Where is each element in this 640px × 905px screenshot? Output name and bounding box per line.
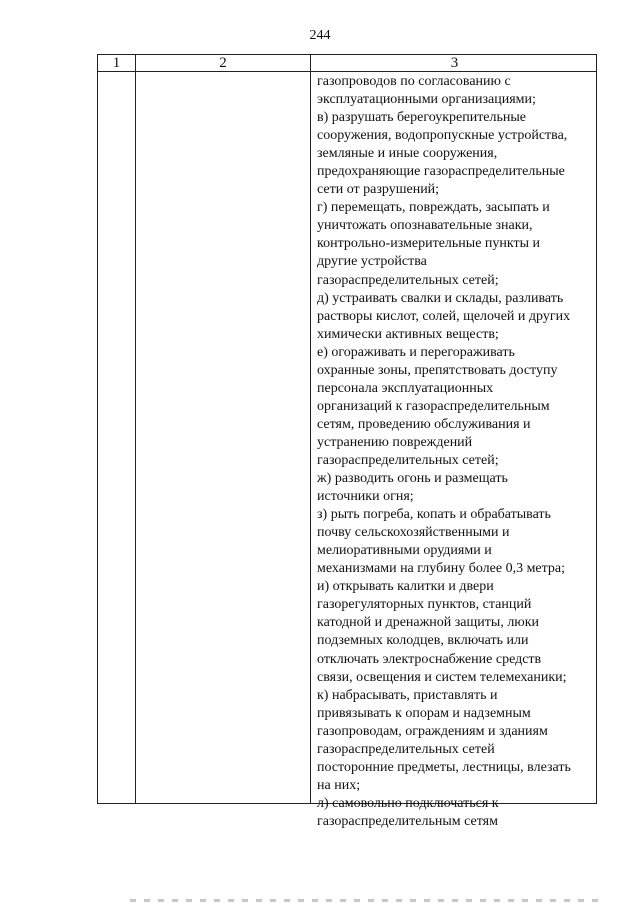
text-line: охранные зоны, препятствовать доступу xyxy=(317,362,558,378)
text-line: устранению повреждений xyxy=(317,434,473,450)
text-line: д) устраивать свалки и склады, разливать xyxy=(317,290,564,306)
text-line: газораспределительных сетей; xyxy=(317,452,499,468)
footer-scan-artifact xyxy=(130,899,600,902)
text-line: газораспределительных сетей; xyxy=(317,272,499,288)
text-line: связи, освещения и систем телемеханики; xyxy=(317,669,567,685)
text-line: газорегуляторных пунктов, станций xyxy=(317,597,532,613)
text-line: почву сельскохозяйственными и xyxy=(317,525,510,541)
text-line: эксплуатационными организациями; xyxy=(317,92,536,108)
text-line: газораспределительным сетям xyxy=(317,813,498,829)
text-line: растворы кислот, солей, щелочей и других xyxy=(317,308,571,324)
page-number: 244 xyxy=(309,28,331,43)
text-line: привязывать к опорам и надземным xyxy=(317,705,531,721)
text-line: на них; xyxy=(317,777,361,793)
text-line: сооружения, водопропускные устройства, xyxy=(317,128,568,144)
text-line: сетям, проведению обслуживания и xyxy=(317,416,531,432)
column-3-content xyxy=(317,73,591,831)
text-line: подземных колодцев, включать или xyxy=(317,633,529,649)
text-line: организаций к газораспределительным xyxy=(317,398,550,414)
text-line: газопроводов по согласованию с xyxy=(317,74,511,89)
column-header-1: 1 xyxy=(112,55,121,71)
text-line: сети от разрушений; xyxy=(317,182,440,198)
text-line: химически активных веществ; xyxy=(317,326,499,342)
text-line: ж) разводить огонь и размещать xyxy=(317,471,508,487)
text-line: г) перемещать, повреждать, засыпать и xyxy=(317,200,550,216)
text-line: механизмами на глубину более 0,3 метра; xyxy=(317,561,566,577)
column-divider-2 xyxy=(310,55,311,803)
text-line: к) набрасывать, приставлять и xyxy=(317,687,498,703)
text-line: мелиоративными орудиями и xyxy=(317,543,492,559)
text-line: в) разрушать берегоукрепительные xyxy=(317,110,527,126)
text-line: е) огораживать и перегораживать xyxy=(317,344,515,360)
text-line: и) открывать калитки и двери xyxy=(317,579,494,595)
text-line: посторонние предметы, лестницы, влезать xyxy=(317,759,571,775)
header-divider xyxy=(98,71,596,72)
text-line: другие устройства xyxy=(317,254,427,270)
text-line: отключать электроснабжение средств xyxy=(317,651,542,667)
column-header-3: 3 xyxy=(450,55,459,71)
text-line: газопроводам, ограждениям и зданиям xyxy=(317,723,548,739)
text-line: земляные и иные сооружения, xyxy=(317,146,498,162)
column-header-2: 2 xyxy=(219,55,227,71)
text-line: персонала эксплуатационных xyxy=(317,380,494,396)
text-line: з) рыть погреба, копать и обрабатывать xyxy=(317,507,551,523)
text-line: источники огня; xyxy=(317,489,414,505)
text-line: газораспределительных сетей xyxy=(317,741,495,757)
column-divider-1 xyxy=(135,55,136,803)
text-line: л) самовольно подключаться к xyxy=(317,795,499,811)
text-line: уничтожать опознавательные знаки, xyxy=(317,218,533,234)
document-table xyxy=(97,54,597,829)
text-line: катодной и дренажной защиты, люки xyxy=(317,615,540,631)
text-line: контрольно-измерительные пункты и xyxy=(317,236,541,252)
text-line: предохраняющие газораспределительные xyxy=(317,164,565,180)
